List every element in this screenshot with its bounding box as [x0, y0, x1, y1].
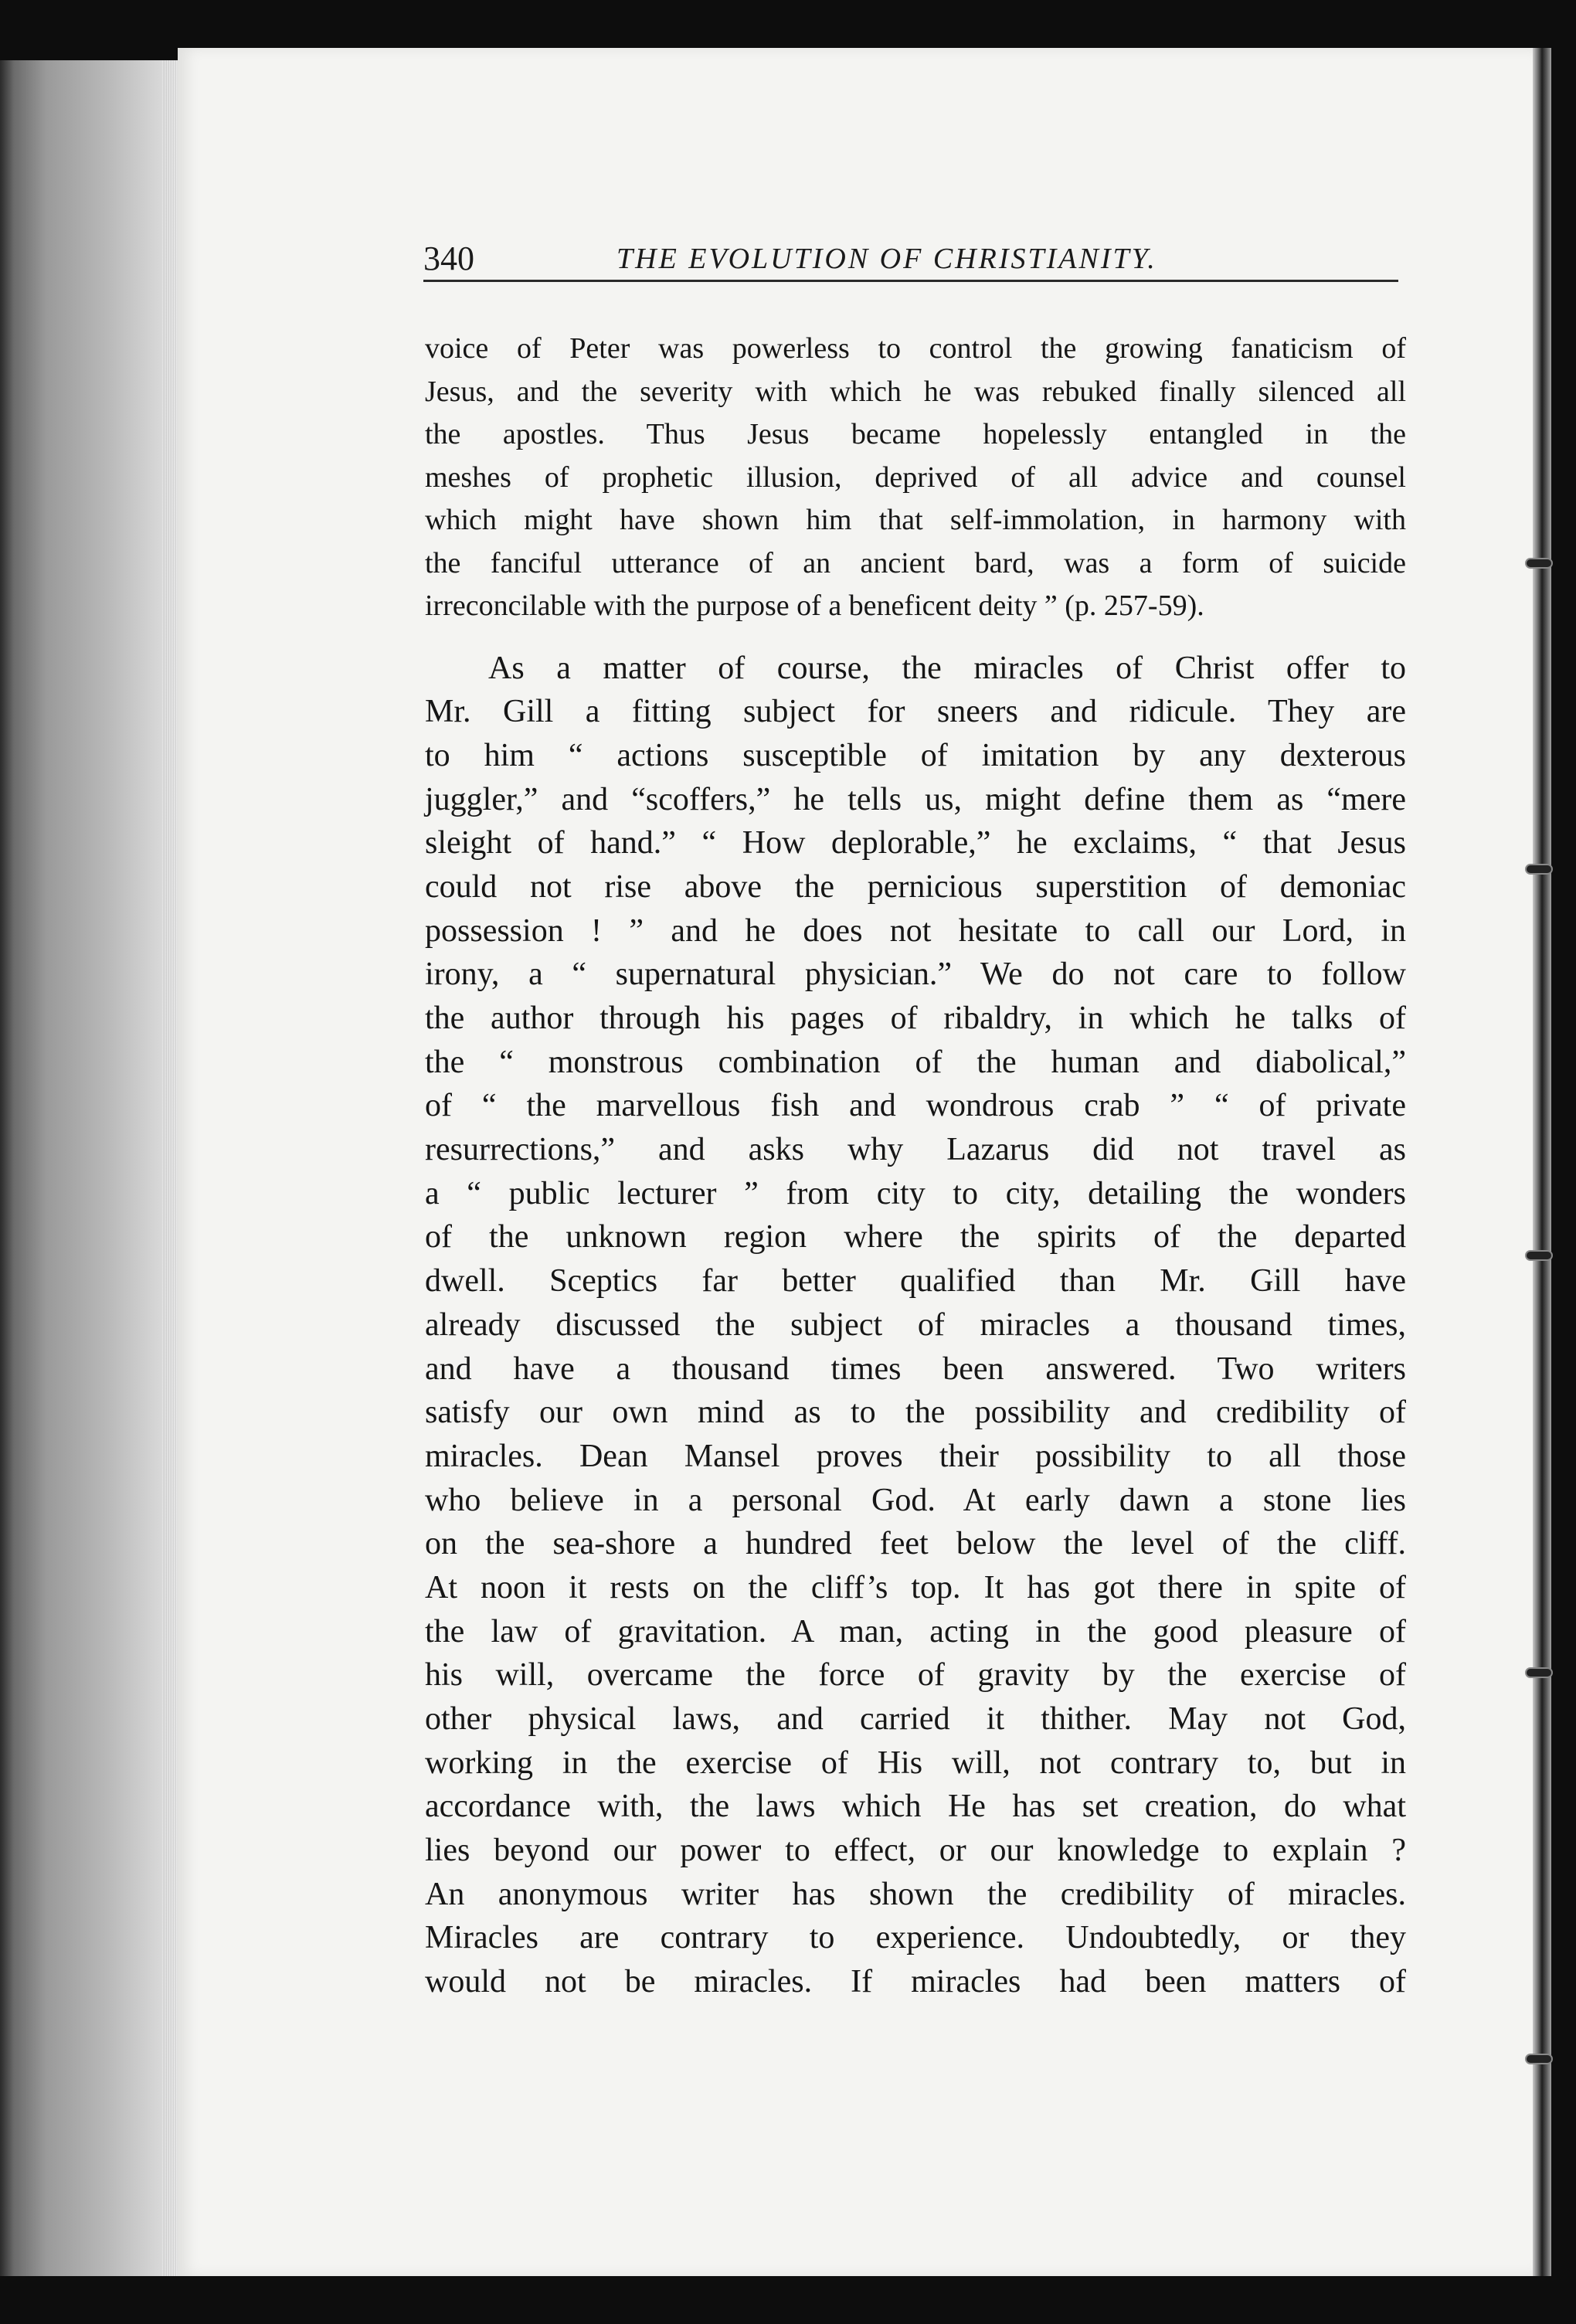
text-line: the author through his pages of ribaldry, in which he talks of — [425, 1001, 1406, 1036]
text-line: on the sea-shore a hundred feet below the level of the cliff. — [425, 1526, 1406, 1562]
text-line: of the unknown region where the spirits of the departed — [425, 1219, 1406, 1255]
text-line: Jesus, and the severity with which he was rebuked finally silenced all — [425, 375, 1406, 408]
text-line: of “ the marvellous fish and wondrous crab ” “ of private — [425, 1088, 1406, 1124]
body-text — [425, 328, 1406, 2004]
text-line: An anonymous writer has shown the credibility of miracles. — [425, 1876, 1406, 1912]
text-line: working in the exercise of His will, not contrary to, but in — [425, 1745, 1406, 1781]
text-line: would not be miracles. If miracles had been matters of — [425, 1964, 1406, 2000]
text-line: resurrections,” and asks why Lazarus did not travel as — [425, 1132, 1406, 1168]
text-line: As a matter of course, the miracles of Christ offer to — [488, 650, 1406, 686]
text-line: voice of Peter was powerless to control the growing fanaticism of — [425, 332, 1406, 365]
binding-stitch — [1525, 1667, 1553, 1678]
binding-stitch — [1525, 1250, 1553, 1261]
page-stack-edge — [0, 60, 193, 2276]
binding-stitch — [1525, 558, 1553, 569]
binding-stitch — [1525, 2054, 1553, 2064]
text-line: At noon it rests on the cliff’s top. It has got there in spite of — [425, 1569, 1406, 1605]
text-line: accordance with, the laws which He has set creation, do what — [425, 1789, 1406, 1825]
text-line: and have a thousand times been answered. Two writers — [425, 1351, 1406, 1387]
text-line: dwell. Sceptics far better qualified than Mr. Gill have — [425, 1263, 1406, 1300]
text-line: miracles. Dean Mansel proves their possibility to all those — [425, 1438, 1406, 1474]
text-line: the fanciful utterance of an ancient bard, was a form of suicide — [425, 546, 1406, 579]
page-header — [423, 238, 1398, 282]
running-title: THE EVOLUTION OF CHRISTIANITY. — [616, 243, 1157, 275]
text-line: juggler,” and “scoffers,” he tells us, might define them as “mere — [425, 781, 1406, 817]
text-line: to him “ actions susceptible of imitation by any dexterous — [425, 737, 1406, 773]
text-line: who believe in a personal God. At early dawn a stone lies — [425, 1482, 1406, 1518]
text-line: irreconcilable with the purpose of a beneficent deity ” (p. 257-59). — [425, 589, 1204, 622]
text-line: possession ! ” and he does not hesitate to call our Lord, in — [425, 912, 1406, 949]
book-binding-edge — [1533, 48, 1551, 2276]
text-line: his will, overcame the force of gravity by the exercise of — [425, 1657, 1406, 1694]
text-line: meshes of prophetic illusion, deprived of all advice and counsel — [425, 460, 1406, 494]
text-line: Miracles are contrary to experience. Undoubtedly, or they — [425, 1920, 1406, 1956]
page-number: 340 — [423, 240, 474, 277]
text-line: lies beyond our power to effect, or our knowledge to explain ? — [425, 1833, 1406, 1869]
text-line: could not rise above the pernicious superstition of demoniac — [425, 868, 1406, 905]
text-line: which might have shown him that self-immolation, in harmony with — [425, 504, 1406, 536]
text-line: other physical laws, and carried it thither. May not God, — [425, 1701, 1406, 1737]
paragraph — [425, 647, 1406, 2004]
binding-stitch — [1525, 864, 1553, 875]
text-line: the law of gravitation. A man, acting in the good pleasure of — [425, 1613, 1406, 1650]
text-line: a “ public lecturer ” from city to city, detailing the wonders — [425, 1175, 1406, 1211]
text-line: already discussed the subject of miracles a thousand times, — [425, 1306, 1406, 1343]
text-line: sleight of hand.” “ How deplorable,” he exclaims, “ that Jesus — [425, 825, 1406, 861]
text-line: the apostles. Thus Jesus became hopelessly entangled in the — [425, 418, 1406, 450]
text-line: Mr. Gill a fitting subject for sneers and ridicule. They are — [425, 694, 1406, 730]
text-line: the “ monstrous combination of the human and diabolical,” — [425, 1044, 1406, 1080]
text-line: irony, a “ supernatural physician.” We do not care to follow — [425, 956, 1406, 993]
text-line: satisfy our own mind as to the possibility and credibility of — [425, 1395, 1406, 1431]
paragraph — [425, 328, 1406, 628]
